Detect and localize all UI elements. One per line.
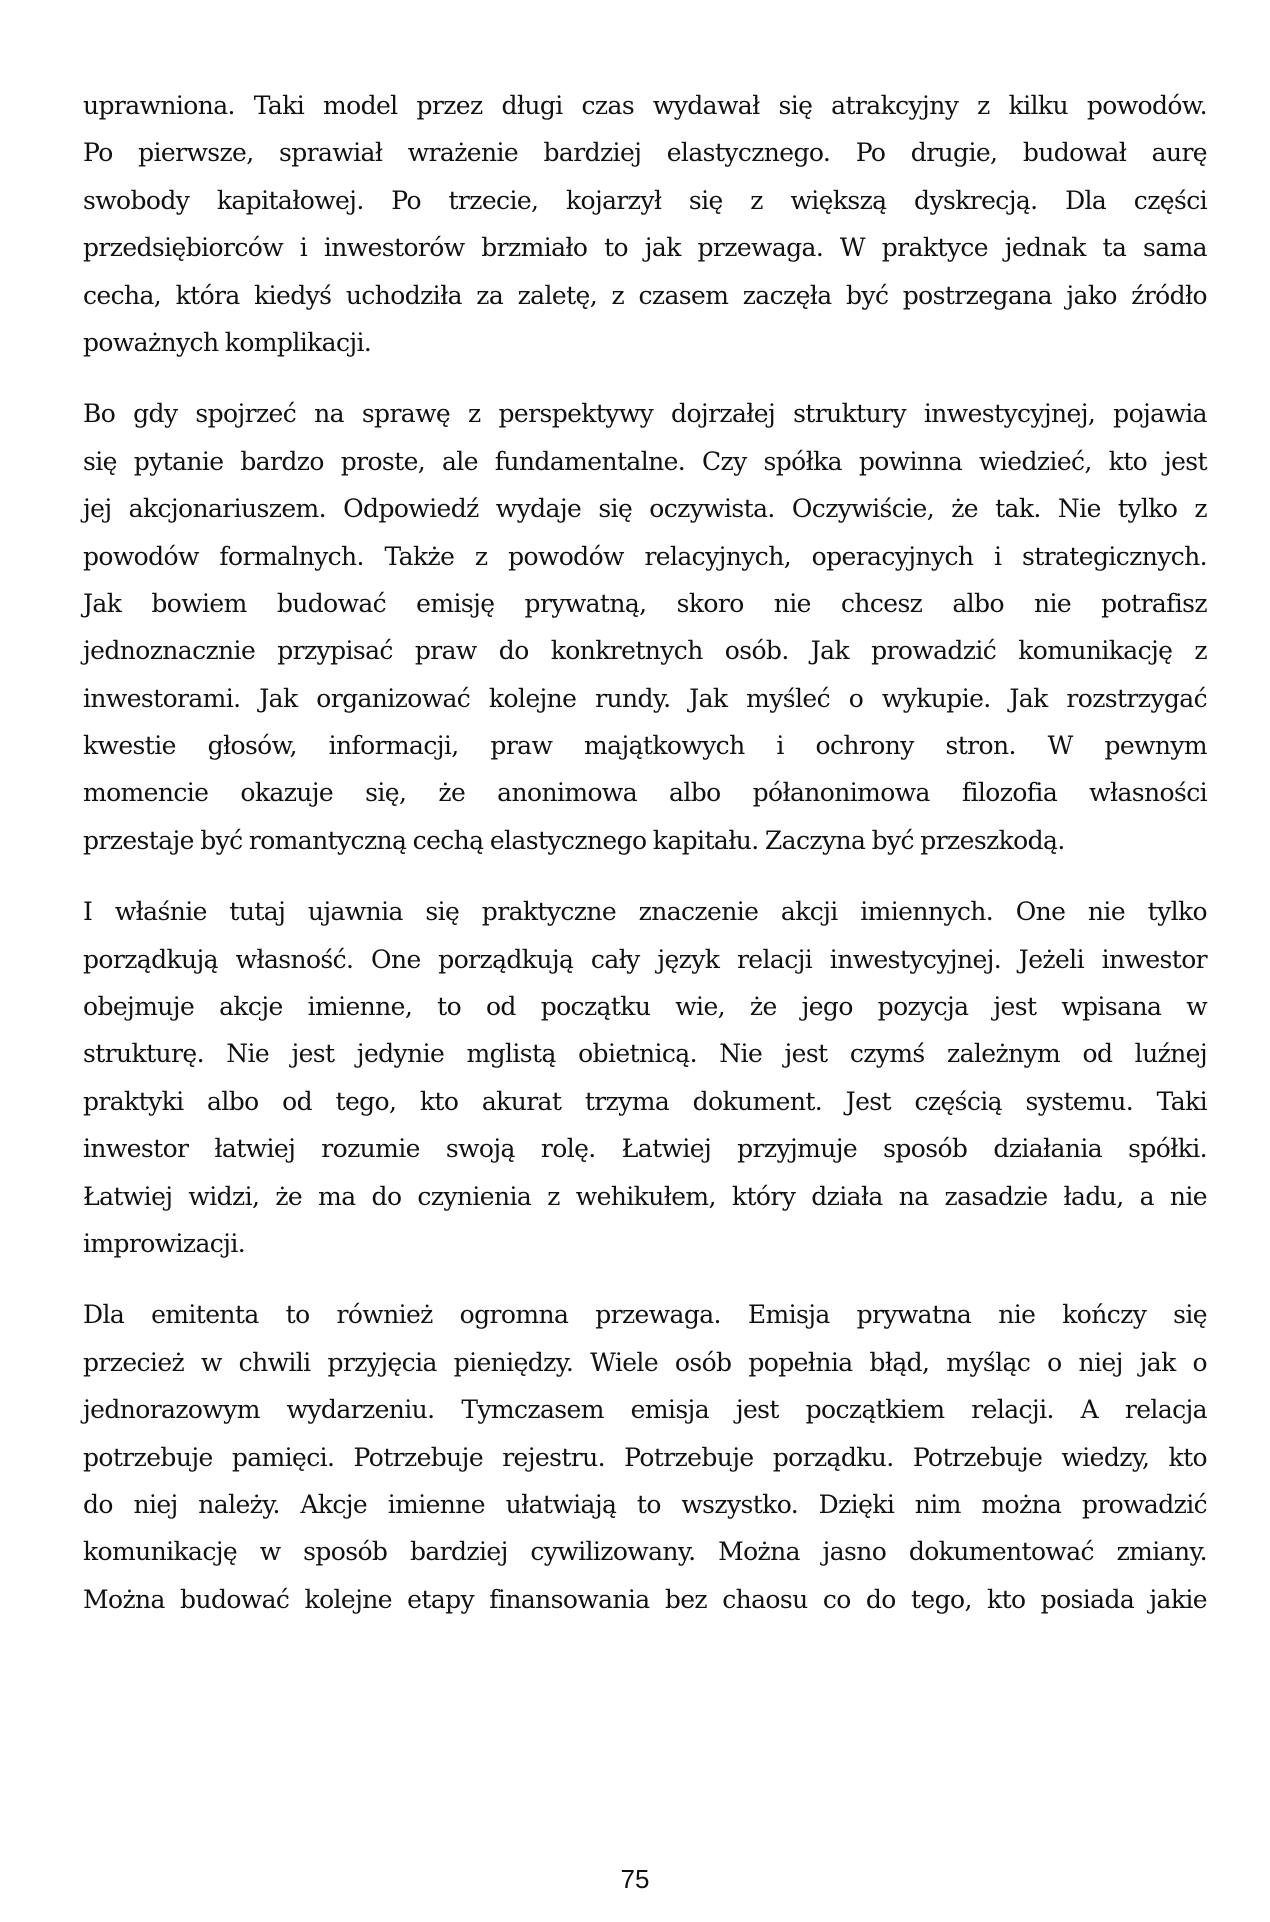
text-line: Bo gdy spojrzeć na sprawę z perspektywy dojrzałej struktury inwestycyjnej, pojawia <box>83 399 1207 429</box>
paragraph <box>83 1291 1207 1623</box>
text-line: kwestie głosów, informacji, praw majątkowych i ochrony stron. W pewnym <box>83 731 1207 761</box>
text-line: swobody kapitałowej. Po trzecie, kojarzył się z większą dyskrecją. Dla części <box>83 185 1207 215</box>
text-line: cecha, która kiedyś uchodziła za zaletę, z czasem zaczęła być postrzegana jako źródło <box>83 280 1207 310</box>
text-line: uprawniona. Taki model przez długi czas wydawał się atrakcyjny z kilku powodów. <box>83 91 1207 120</box>
body-text <box>83 82 1207 1647</box>
text-line: inwestor łatwiej rozumie swoją rolę. Łatwiej przyjmuje sposób działania spółki. <box>83 1134 1207 1164</box>
paragraph <box>83 888 1207 1267</box>
page-number: 75 <box>620 1864 650 1894</box>
text-line: Jak bowiem budować emisję prywatną, skoro nie chcesz albo nie potrafisz <box>83 588 1207 618</box>
text-line: do niej należy. Akcje imienne ułatwiają to wszystko. Dzięki nim można prowadzić <box>83 1489 1207 1519</box>
text-line: Po pierwsze, sprawiał wrażenie bardziej elastycznego. Po drugie, budował aurę <box>83 138 1207 168</box>
text-line: przedsiębiorców i inwestorów brzmiało to jak przewaga. W praktyce jednak ta sama <box>83 233 1207 263</box>
text-line: powodów formalnych. Także z powodów relacyjnych, operacyjnych i strategicznych. <box>83 541 1207 571</box>
text-line: I właśnie tutaj ujawnia się praktyczne znaczenie akcji imiennych. One nie tylko <box>83 897 1207 927</box>
text-line: przecież w chwili przyjęcia pieniędzy. Wiele osób popełnia błąd, myśląc o niej jak o <box>83 1347 1207 1377</box>
text-line: jej akcjonariuszem. Odpowiedź wydaje się oczywista. Oczywiście, że tak. Nie tylko z <box>83 494 1207 524</box>
text-line: jednorazowym wydarzeniu. Tymczasem emisja jest początkiem relacji. A relacja <box>83 1395 1207 1425</box>
text-line: jednoznacznie przypisać praw do konkretnych osób. Jak prowadzić komunikację z <box>83 636 1207 666</box>
paragraph <box>83 390 1207 864</box>
text-line: praktyki albo od tego, kto akurat trzyma dokument. Jest częścią systemu. Taki <box>83 1086 1207 1116</box>
text-line: poważnych komplikacji. <box>83 327 372 357</box>
text-line: komunikację w sposób bardziej cywilizowany. Można jasno dokumentować zmiany. <box>83 1537 1207 1567</box>
text-line: Dla emitenta to również ogromna przewaga. Emisja prywatna nie kończy się <box>83 1300 1207 1330</box>
text-line: strukturę. Nie jest jedynie mglistą obietnicą. Nie jest czymś zależnym od luźnej <box>83 1039 1207 1069</box>
text-line: się pytanie bardzo proste, ale fundamentalne. Czy spółka powinna wiedzieć, kto jest <box>83 446 1207 476</box>
text-line: przestaje być romantyczną cechą elastycznego kapitału. Zaczyna być przeszkodą. <box>83 825 1065 855</box>
text-line: obejmuje akcje imienne, to od początku wie, że jego pozycja jest wpisana w <box>83 992 1207 1022</box>
text-line: porządkują własność. One porządkują cały język relacji inwestycyjnej. Jeżeli inwestor <box>83 944 1207 974</box>
text-line: potrzebuje pamięci. Potrzebuje rejestru. Potrzebuje porządku. Potrzebuje wiedzy, kto <box>83 1442 1207 1472</box>
text-line: Łatwiej widzi, że ma do czynienia z wehikułem, który działa na zasadzie ładu, a nie <box>83 1181 1207 1211</box>
text-line: Można budować kolejne etapy finansowania bez chaosu co do tego, kto posiada jakie <box>83 1584 1207 1614</box>
text-line: momencie okazuje się, że anonimowa albo półanonimowa filozofia własności <box>83 778 1207 808</box>
text-line: inwestorami. Jak organizować kolejne rundy. Jak myśleć o wykupie. Jak rozstrzygać <box>83 683 1207 713</box>
paragraph <box>83 82 1207 366</box>
text-line: improwizacji. <box>83 1228 246 1258</box>
